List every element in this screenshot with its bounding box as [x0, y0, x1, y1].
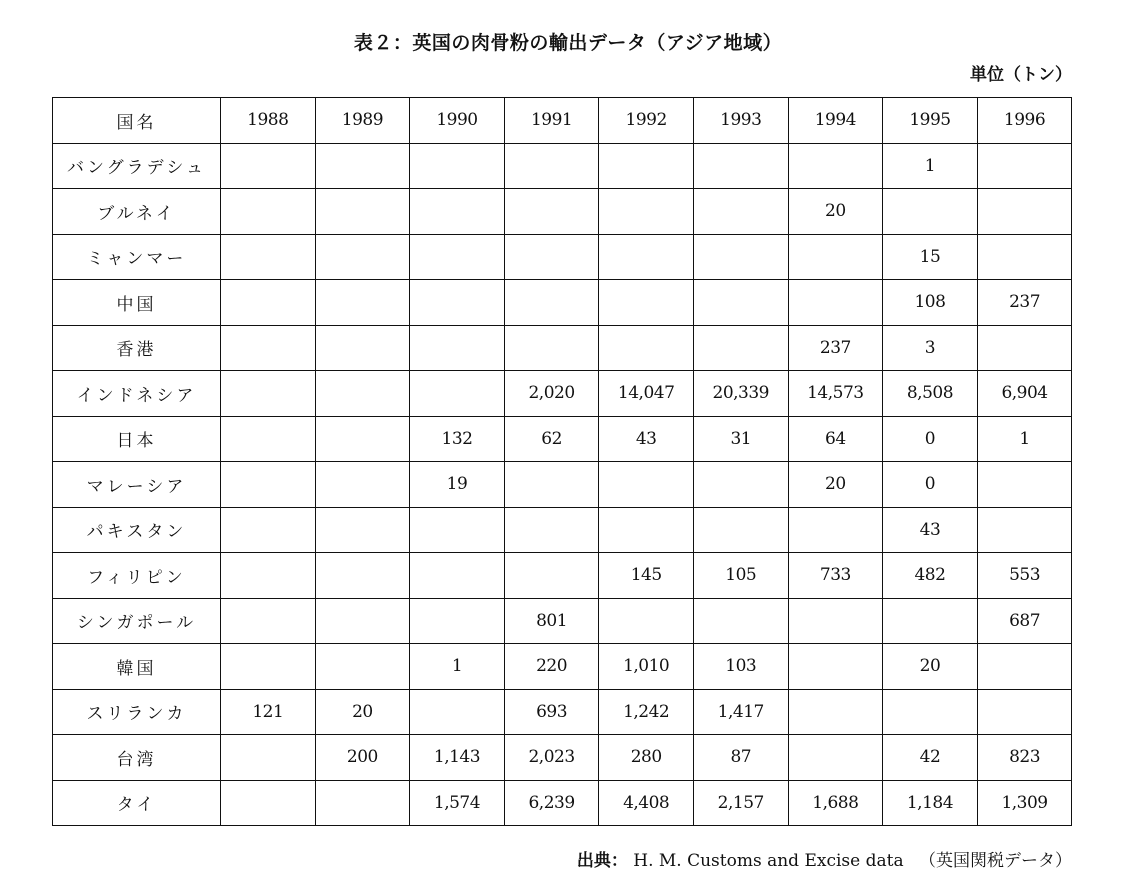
value-cell: [315, 644, 410, 690]
value-cell: [977, 234, 1072, 280]
value-cell: 108: [883, 280, 978, 326]
value-cell: 43: [883, 507, 978, 553]
value-cell: [315, 280, 410, 326]
value-cell: 6,239: [504, 780, 599, 826]
value-cell: [410, 371, 505, 417]
value-cell: 6,904: [977, 371, 1072, 417]
value-cell: [504, 189, 599, 235]
table-row: [53, 735, 1072, 781]
value-cell: [315, 780, 410, 826]
header-year: 1996: [977, 98, 1072, 144]
value-cell: [410, 598, 505, 644]
value-cell: 220: [504, 644, 599, 690]
value-cell: 43: [599, 416, 694, 462]
value-cell: [315, 598, 410, 644]
value-cell: [410, 280, 505, 326]
country-name-cell: 日本: [53, 416, 221, 462]
value-cell: 8,508: [883, 371, 978, 417]
value-cell: 1,242: [599, 689, 694, 735]
value-cell: [788, 507, 883, 553]
table-row: [53, 553, 1072, 599]
country-name-cell: 韓国: [53, 644, 221, 690]
value-cell: [693, 462, 788, 508]
header-row: [53, 98, 1072, 144]
value-cell: [315, 462, 410, 508]
value-cell: [221, 644, 316, 690]
value-cell: [410, 143, 505, 189]
value-cell: [504, 507, 599, 553]
value-cell: 1: [883, 143, 978, 189]
header-year: 1995: [883, 98, 978, 144]
value-cell: 553: [977, 553, 1072, 599]
value-cell: [977, 689, 1072, 735]
value-cell: 19: [410, 462, 505, 508]
value-cell: [599, 598, 694, 644]
header-year: 1992: [599, 98, 694, 144]
value-cell: [788, 598, 883, 644]
value-cell: [410, 553, 505, 599]
value-cell: [221, 234, 316, 280]
header-year: 1990: [410, 98, 505, 144]
value-cell: 823: [977, 735, 1072, 781]
value-cell: 687: [977, 598, 1072, 644]
value-cell: 2,157: [693, 780, 788, 826]
value-cell: [504, 280, 599, 326]
value-cell: [315, 234, 410, 280]
value-cell: 132: [410, 416, 505, 462]
value-cell: 145: [599, 553, 694, 599]
value-cell: 2,020: [504, 371, 599, 417]
value-cell: [883, 598, 978, 644]
country-name-cell: 香港: [53, 325, 221, 371]
value-cell: [977, 189, 1072, 235]
source-text: H. M. Customs and Excise data: [633, 851, 904, 871]
value-cell: [221, 780, 316, 826]
value-cell: 20: [883, 644, 978, 690]
header-year: 1991: [504, 98, 599, 144]
value-cell: [410, 689, 505, 735]
value-cell: [788, 735, 883, 781]
table-row: [53, 689, 1072, 735]
value-cell: [599, 143, 694, 189]
value-cell: 42: [883, 735, 978, 781]
header-year: 1989: [315, 98, 410, 144]
value-cell: 87: [693, 735, 788, 781]
value-cell: [693, 189, 788, 235]
value-cell: [977, 462, 1072, 508]
value-cell: 1,184: [883, 780, 978, 826]
value-cell: 62: [504, 416, 599, 462]
value-cell: [221, 598, 316, 644]
value-cell: [599, 189, 694, 235]
value-cell: [315, 325, 410, 371]
value-cell: 237: [788, 325, 883, 371]
value-cell: 237: [977, 280, 1072, 326]
table-row: [53, 280, 1072, 326]
value-cell: [221, 416, 316, 462]
value-cell: 20: [788, 189, 883, 235]
value-cell: [504, 325, 599, 371]
country-name-cell: タイ: [53, 780, 221, 826]
value-cell: [599, 280, 694, 326]
value-cell: 103: [693, 644, 788, 690]
value-cell: [788, 280, 883, 326]
country-name-cell: マレーシア: [53, 462, 221, 508]
value-cell: [221, 371, 316, 417]
table-row: [53, 416, 1072, 462]
table-row: [53, 234, 1072, 280]
value-cell: 1,417: [693, 689, 788, 735]
value-cell: 482: [883, 553, 978, 599]
value-cell: [221, 462, 316, 508]
country-name-cell: ブルネイ: [53, 189, 221, 235]
value-cell: 105: [693, 553, 788, 599]
value-cell: [693, 143, 788, 189]
value-cell: 1,574: [410, 780, 505, 826]
value-cell: [410, 325, 505, 371]
source-note: （英国関税データ）: [919, 851, 1072, 871]
value-cell: 693: [504, 689, 599, 735]
value-cell: [788, 689, 883, 735]
table-row: [53, 598, 1072, 644]
value-cell: 801: [504, 598, 599, 644]
table-row: [53, 371, 1072, 417]
value-cell: [315, 507, 410, 553]
table-body: [53, 143, 1072, 826]
value-cell: [599, 234, 694, 280]
value-cell: [599, 325, 694, 371]
country-name-cell: バングラデシュ: [53, 143, 221, 189]
country-name-cell: シンガポール: [53, 598, 221, 644]
header-year: 1994: [788, 98, 883, 144]
value-cell: 1,309: [977, 780, 1072, 826]
value-cell: [693, 325, 788, 371]
value-cell: [315, 416, 410, 462]
value-cell: [977, 644, 1072, 690]
value-cell: [221, 325, 316, 371]
source-label: 出典：: [576, 851, 628, 871]
country-name-cell: パキスタン: [53, 507, 221, 553]
value-cell: 200: [315, 735, 410, 781]
table-row: [53, 507, 1072, 553]
export-table: [52, 97, 1072, 826]
value-cell: [788, 234, 883, 280]
value-cell: [883, 189, 978, 235]
value-cell: [883, 689, 978, 735]
value-cell: [315, 143, 410, 189]
value-cell: 14,573: [788, 371, 883, 417]
value-cell: [221, 189, 316, 235]
value-cell: 31: [693, 416, 788, 462]
value-cell: [977, 143, 1072, 189]
value-cell: [315, 553, 410, 599]
value-cell: [977, 507, 1072, 553]
value-cell: 1,688: [788, 780, 883, 826]
table-row: [53, 143, 1072, 189]
value-cell: [221, 553, 316, 599]
value-cell: [410, 234, 505, 280]
table-row: [53, 325, 1072, 371]
value-cell: [693, 234, 788, 280]
value-cell: 1,143: [410, 735, 505, 781]
value-cell: 2,023: [504, 735, 599, 781]
value-cell: [315, 371, 410, 417]
value-cell: 121: [221, 689, 316, 735]
value-cell: [693, 598, 788, 644]
country-name-cell: ミャンマー: [53, 234, 221, 280]
value-cell: [221, 735, 316, 781]
value-cell: 20,339: [693, 371, 788, 417]
country-name-cell: 中国: [53, 280, 221, 326]
unit-label: 単位（トン）: [970, 65, 1072, 85]
value-cell: [410, 189, 505, 235]
value-cell: 1: [977, 416, 1072, 462]
value-cell: [788, 143, 883, 189]
value-cell: [504, 462, 599, 508]
country-name-cell: スリランカ: [53, 689, 221, 735]
value-cell: [599, 462, 694, 508]
value-cell: 4,408: [599, 780, 694, 826]
value-cell: [221, 280, 316, 326]
table-row: [53, 644, 1072, 690]
value-cell: [221, 507, 316, 553]
header-year: 1988: [221, 98, 316, 144]
source-line: [577, 846, 1072, 871]
value-cell: 20: [788, 462, 883, 508]
value-cell: 1,010: [599, 644, 694, 690]
value-cell: [504, 234, 599, 280]
value-cell: [788, 644, 883, 690]
value-cell: 15: [883, 234, 978, 280]
value-cell: [315, 189, 410, 235]
value-cell: 14,047: [599, 371, 694, 417]
value-cell: 64: [788, 416, 883, 462]
value-cell: [599, 507, 694, 553]
table-row: [53, 462, 1072, 508]
table-row: [53, 780, 1072, 826]
value-cell: 0: [883, 462, 978, 508]
table-title: 表２：英国の肉骨粉の輸出データ（アジア地域）: [353, 32, 783, 54]
value-cell: 1: [410, 644, 505, 690]
value-cell: 733: [788, 553, 883, 599]
value-cell: 20: [315, 689, 410, 735]
header-country: 国名: [53, 98, 221, 144]
value-cell: [504, 143, 599, 189]
value-cell: [977, 325, 1072, 371]
header-year: 1993: [693, 98, 788, 144]
country-name-cell: インドネシア: [53, 371, 221, 417]
value-cell: 3: [883, 325, 978, 371]
country-name-cell: フィリピン: [53, 553, 221, 599]
value-cell: 280: [599, 735, 694, 781]
value-cell: [410, 507, 505, 553]
value-cell: [221, 143, 316, 189]
country-name-cell: 台湾: [53, 735, 221, 781]
value-cell: [504, 553, 599, 599]
value-cell: 0: [883, 416, 978, 462]
value-cell: [693, 507, 788, 553]
value-cell: [693, 280, 788, 326]
table-row: [53, 189, 1072, 235]
